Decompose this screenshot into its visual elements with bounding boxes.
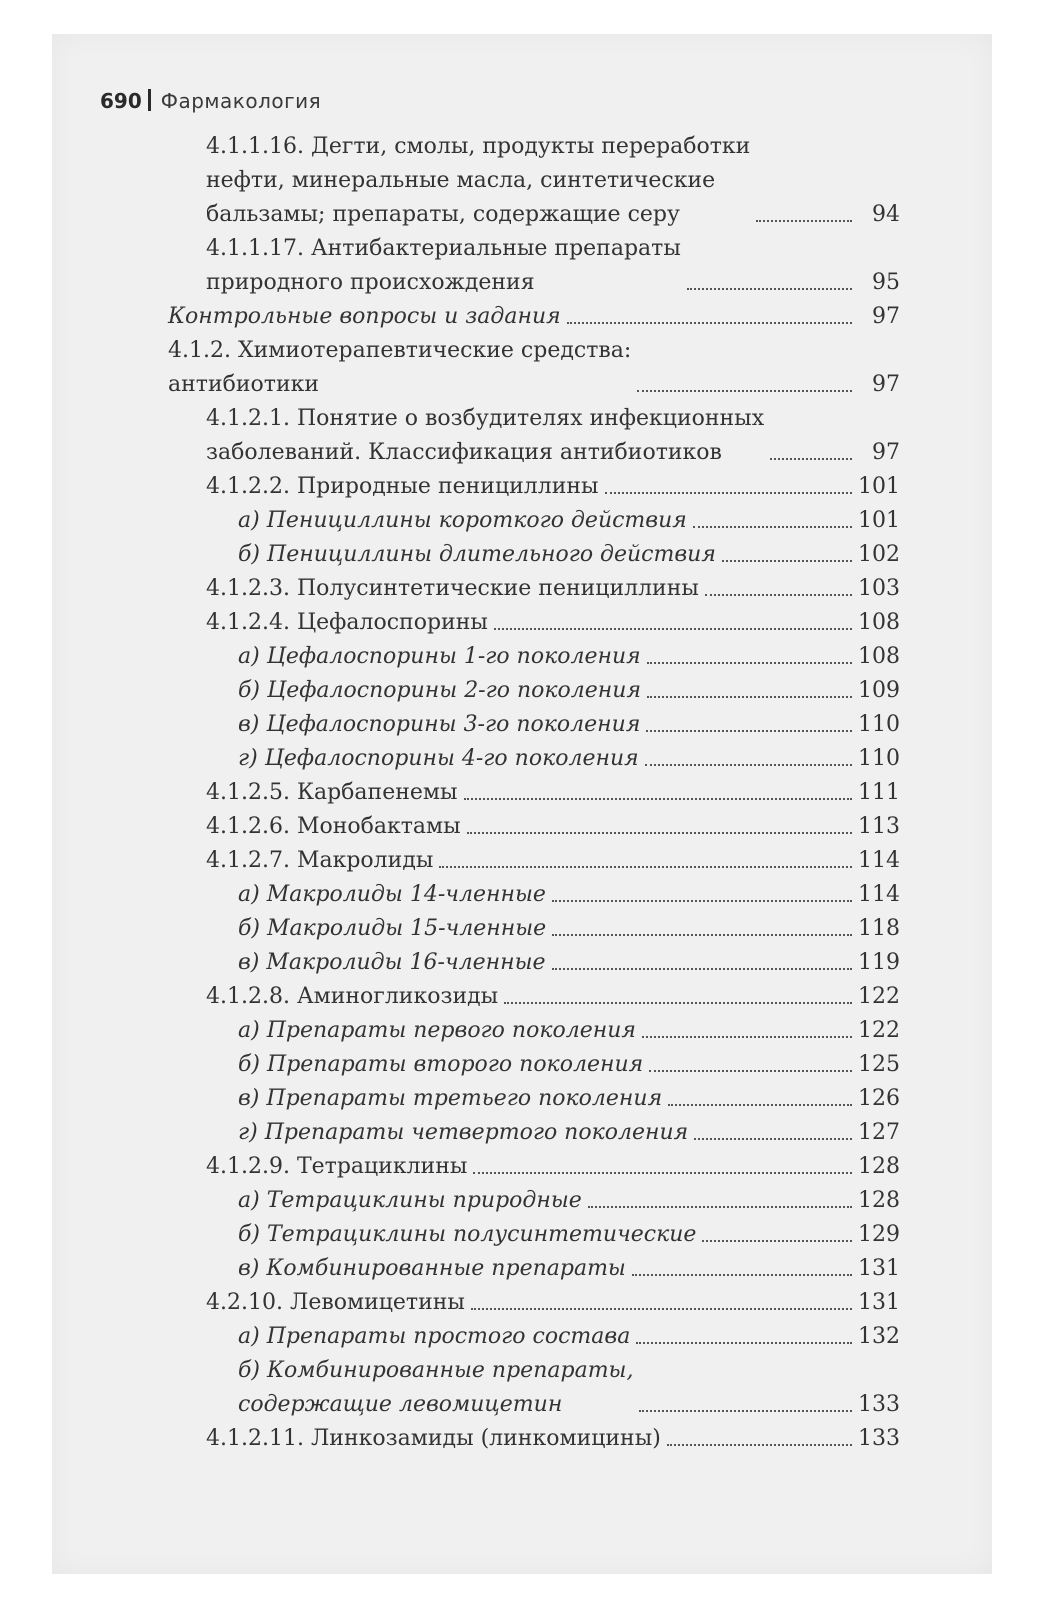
toc-entry [168,1218,900,1252]
toc-entry [168,776,900,810]
dot-leader [567,322,852,324]
dot-leader [668,1104,852,1106]
dot-leader [687,288,852,290]
toc-entry [168,402,900,470]
toc-entry-page: 111 [858,780,900,805]
toc-entry-title: 4.1.2.8. Аминогликозиды [206,984,499,1009]
toc-entry [168,1252,900,1286]
toc-entry-page: 101 [858,474,900,499]
toc-entry [168,1286,900,1320]
toc-entry-page: 129 [858,1222,900,1247]
toc-entry [168,1184,900,1218]
dot-leader [471,1308,852,1310]
toc-entry-page: 126 [858,1086,900,1111]
dot-leader [756,220,852,222]
toc-entry-title: а) Цефалоспорины 1-го поколения [238,644,641,669]
toc-entry [168,334,900,402]
toc-entry [168,1150,900,1184]
toc-entry [168,980,900,1014]
dot-leader [646,730,852,732]
toc-entry-title: г) Цефалоспорины 4-го поколения [238,746,639,771]
toc-entry-title: Контрольные вопросы и задания [168,304,561,329]
toc-entry-title: а) Тетрациклины природные [238,1188,582,1213]
dot-leader [552,934,852,936]
dot-leader [649,1070,852,1072]
toc-entry-title: 4.1.1.17. Антибактериальные препараты природного происхождения [206,236,681,295]
toc-entry-title: 4.1.2.3. Полусинтетические пенициллины [206,576,699,601]
toc-entry [168,1048,900,1082]
dot-leader [504,1002,852,1004]
book-title: Фармакология [160,89,322,113]
toc-entry [168,572,900,606]
toc-entry [168,674,900,708]
toc-entry [168,232,900,300]
toc-entry [168,606,900,640]
toc-entry-page: 108 [858,644,900,669]
toc-entry-page: 97 [872,372,900,397]
toc-entry [168,470,900,504]
toc-entry-page: 110 [858,746,900,771]
toc-entry-title: в) Препараты третьего поколения [238,1086,663,1111]
toc-entry-page: 119 [858,950,900,975]
dot-leader [647,696,852,698]
toc-entry-title: в) Цефалоспорины 3-го поколения [238,712,641,737]
toc-entry-page: 97 [872,304,900,329]
toc-entry [168,538,900,572]
toc-entry [168,1014,900,1048]
dot-leader [705,594,852,596]
dot-leader [467,832,852,834]
toc-entry-page: 97 [872,440,900,465]
dot-leader [473,1172,852,1174]
toc-entry-page: 127 [858,1120,900,1145]
dot-leader [637,390,852,392]
toc-entry-page: 122 [858,1018,900,1043]
toc-entry-title: а) Пенициллины короткого действия [238,508,687,533]
toc-entry-page: 131 [858,1290,900,1315]
toc-entry-title: б) Пенициллины длительного действия [238,542,716,567]
toc-entry-title: б) Цефалоспорины 2-го поколения [238,678,642,703]
dot-leader [494,628,852,630]
toc-entry [168,1320,900,1354]
toc-entry-title: а) Макролиды 14-членные [238,882,546,907]
toc-entry-page: 108 [858,610,900,635]
toc-entry-page: 94 [872,202,900,227]
dot-leader [636,1342,852,1344]
toc-entry-title: 4.1.1.16. Дегти, смолы, продукты переработки нефти, минеральные масла, синтетические бальзамы; препараты, содержащие серу [206,134,751,227]
toc-entry-title: г) Препараты четвертого поколения [238,1120,689,1145]
toc-entry-page: 133 [858,1426,900,1451]
toc-entry-title: б) Тетрациклины полусинтетические [238,1222,697,1247]
toc-entry-page: 113 [858,814,900,839]
toc-entry-title: б) Комбинированные препараты, содержащие левомицетин [238,1358,634,1417]
toc-entry [168,1422,900,1456]
toc-entry-title: а) Препараты простого состава [238,1324,631,1349]
toc-entry-title: 4.1.2.1. Понятие о возбудителях инфекционных заболеваний. Классификация антибиотиков [206,406,765,465]
dot-leader [588,1206,852,1208]
toc-entry-title: 4.1.2.9. Тетрациклины [206,1154,468,1179]
toc-entry [168,878,900,912]
dot-leader [693,526,852,528]
toc-entry-title: 4.1.2.6. Монобактамы [206,814,461,839]
toc-entry-title: в) Макролиды 16-членные [238,950,546,975]
toc-entry [168,130,900,232]
dot-leader [639,1410,852,1412]
dot-leader [552,968,852,970]
toc-entry-page: 110 [858,712,900,737]
dot-leader [694,1138,852,1140]
toc-entry-title: 4.2.10. Левомицетины [206,1290,465,1315]
toc-entry-page: 101 [858,508,900,533]
toc-entry-page: 114 [858,848,900,873]
toc-entry [168,300,900,334]
toc-entry-page: 133 [858,1392,900,1417]
toc-entry-title: б) Макролиды 15-членные [238,916,547,941]
toc-entry-title: 4.1.2.11. Линкозамиды (линкомицины) [206,1426,661,1451]
toc-entry-title: в) Комбинированные препараты [238,1256,626,1281]
toc-entry-title: 4.1.2. Химиотерапевтические средства: антибиотики [168,338,632,397]
toc-entry [168,504,900,538]
toc-entry [168,1354,900,1422]
toc-entry-title: а) Препараты первого поколения [238,1018,636,1043]
header-divider [148,89,151,111]
toc-entry [168,810,900,844]
toc-entry-page: 122 [858,984,900,1009]
toc-entry-page: 128 [858,1154,900,1179]
toc-entry-page: 102 [858,542,900,567]
toc-entry-title: 4.1.2.4. Цефалоспорины [206,610,488,635]
toc-entry-page: 131 [858,1256,900,1281]
dot-leader [645,764,852,766]
toc-entry [168,708,900,742]
dot-leader [702,1240,852,1242]
toc-entry-title: 4.1.2.5. Карбапенемы [206,780,458,805]
toc-entry-page: 103 [858,576,900,601]
toc-entry [168,1082,900,1116]
toc-entry-page: 132 [858,1324,900,1349]
toc-entry [168,844,900,878]
toc-entry-page: 125 [858,1052,900,1077]
dot-leader [647,662,852,664]
dot-leader [605,492,852,494]
toc-entry-page: 128 [858,1188,900,1213]
toc-entry-page: 114 [858,882,900,907]
toc-entry [168,946,900,980]
toc-entry-title: 4.1.2.2. Природные пенициллины [206,474,599,499]
dot-leader [439,866,852,868]
toc-entry-page: 109 [858,678,900,703]
toc-entry-page: 118 [858,916,900,941]
running-header [100,86,321,113]
toc-entry-title: б) Препараты второго поколения [238,1052,644,1077]
toc-entry [168,742,900,776]
dot-leader [464,798,852,800]
dot-leader [667,1444,852,1446]
dot-leader [770,458,852,460]
toc-entry [168,912,900,946]
toc-entry [168,1116,900,1150]
toc-entry-page: 95 [872,270,900,295]
dot-leader [642,1036,852,1038]
toc-entry [168,640,900,674]
dot-leader [632,1274,852,1276]
page-number: 690 [100,89,142,113]
dot-leader [552,900,852,902]
toc-entry-title: 4.1.2.7. Макролиды [206,848,434,873]
table-of-contents [168,130,900,1456]
dot-leader [722,560,852,562]
